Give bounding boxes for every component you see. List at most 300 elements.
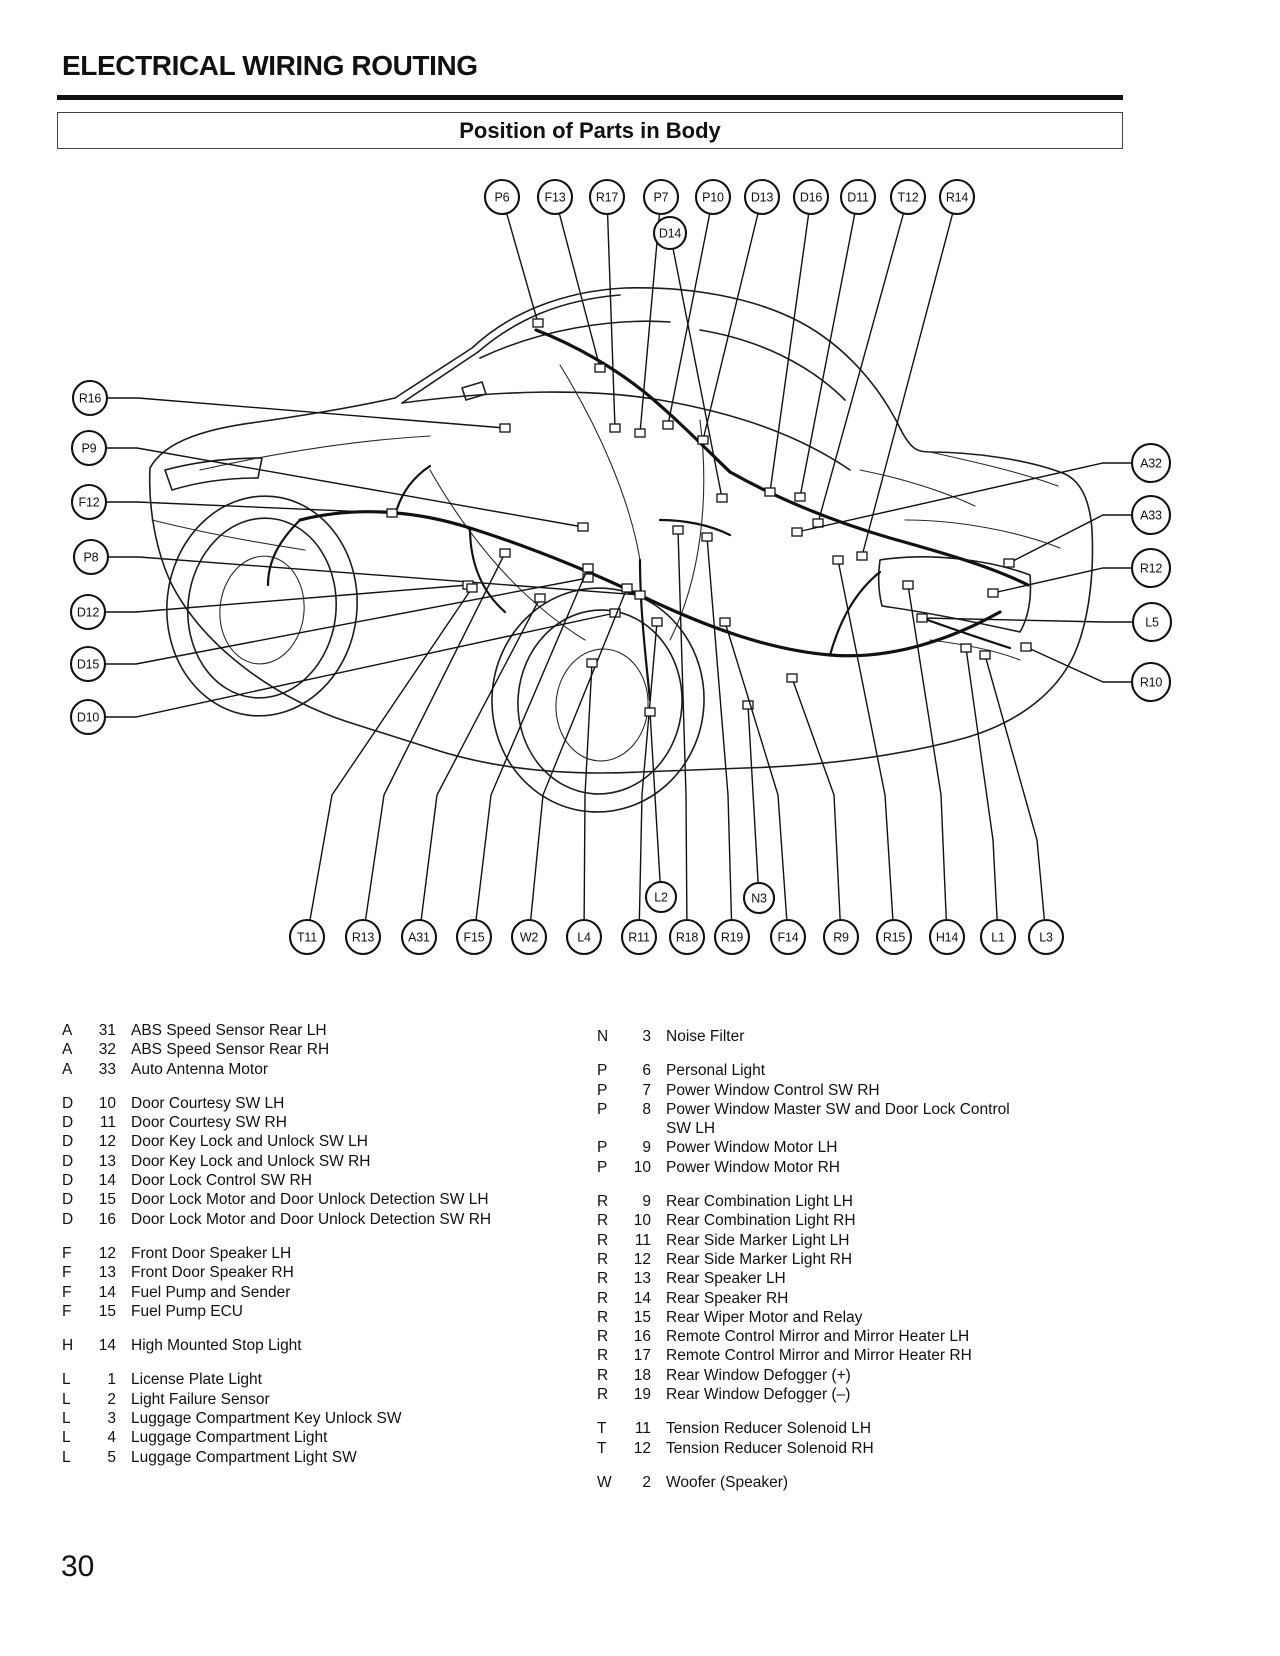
leader-line <box>993 568 1132 593</box>
part-row-F15 <box>62 1302 562 1321</box>
part-letter: R <box>597 1347 609 1365</box>
part-number: 16 <box>98 1210 116 1228</box>
connector-marker <box>702 533 712 541</box>
part-letter: F <box>62 1244 72 1262</box>
part-row-W2 <box>597 1473 1157 1492</box>
part-description: Door Courtesy SW LH <box>131 1094 285 1112</box>
connector-marker <box>467 584 477 592</box>
part-letter: P <box>597 1158 608 1176</box>
part-letter: P <box>597 1139 608 1157</box>
part-description: Front Door Speaker LH <box>131 1244 292 1262</box>
connector-marker <box>652 618 662 626</box>
part-letter: D <box>62 1114 74 1132</box>
part-description: Luggage Compartment Light <box>131 1429 328 1447</box>
connector-marker <box>535 594 545 602</box>
callout-label: R18 <box>675 930 699 945</box>
callout-label: D12 <box>76 605 100 620</box>
part-letter: D <box>62 1172 74 1190</box>
leader-line <box>106 448 583 527</box>
callout-label: P6 <box>494 190 510 205</box>
leader-line <box>707 537 732 920</box>
connector-marker <box>500 424 510 432</box>
part-number: 15 <box>633 1308 651 1326</box>
part-letter: R <box>597 1250 609 1268</box>
callout-label: R12 <box>1139 561 1163 576</box>
part-letter: L <box>62 1390 71 1408</box>
callout-label: A33 <box>1140 508 1162 523</box>
part-row-D16 <box>62 1210 562 1229</box>
connector-marker <box>663 421 673 429</box>
part-description: Door Lock Control SW RH <box>131 1172 312 1190</box>
part-number: 9 <box>642 1139 651 1157</box>
part-letter: F <box>62 1283 72 1301</box>
callout-D16 <box>765 180 828 496</box>
part-letter: D <box>62 1210 74 1228</box>
part-row-L1 <box>62 1370 562 1389</box>
callout-D10 <box>71 609 620 734</box>
callout-label: R10 <box>1139 675 1163 690</box>
part-description: Tension Reducer Solenoid RH <box>666 1439 874 1457</box>
part-letter: L <box>62 1429 71 1447</box>
part-description: Fuel Pump ECU <box>131 1302 243 1320</box>
part-row-R17 <box>597 1346 1157 1365</box>
part-description: Rear Side Marker Light RH <box>666 1250 853 1268</box>
callout-R10 <box>1021 643 1170 701</box>
part-letter: T <box>597 1420 607 1438</box>
leader-line <box>421 598 540 920</box>
part-row-D11 <box>62 1113 562 1132</box>
part-number: 15 <box>98 1191 116 1209</box>
part-row-P8 <box>597 1100 1157 1139</box>
connector-marker <box>917 614 927 622</box>
part-letter: A <box>62 1041 73 1059</box>
part-number: 14 <box>633 1289 651 1307</box>
leader-line <box>966 648 997 920</box>
callout-label: P9 <box>81 441 97 456</box>
part-description: Auto Antenna Motor <box>131 1060 269 1078</box>
part-description: Tension Reducer Solenoid LH <box>666 1420 872 1438</box>
part-description: Remote Control Mirror and Mirror Heater LH <box>666 1328 970 1346</box>
connector-marker <box>533 319 543 327</box>
part-number: 17 <box>633 1347 651 1365</box>
leader-line <box>922 618 1133 622</box>
callout-D12 <box>71 581 473 629</box>
connector-marker <box>1004 559 1014 567</box>
part-description: Door Key Lock and Unlock SW LH <box>131 1133 368 1151</box>
part-row-D12 <box>62 1132 562 1151</box>
leader-line <box>748 705 758 883</box>
part-row-R16 <box>597 1327 1157 1346</box>
callout-R16 <box>73 381 510 432</box>
taillight-art <box>879 557 1031 632</box>
callout-label: R9 <box>833 930 849 945</box>
part-letter: R <box>597 1289 609 1307</box>
wiring-harness-art <box>268 330 1028 700</box>
part-description: Power Window Motor RH <box>666 1158 840 1176</box>
callout-A32 <box>792 444 1170 536</box>
connector-marker <box>903 581 913 589</box>
callout-label: D10 <box>76 710 100 725</box>
connector-marker <box>795 493 805 501</box>
part-row-H14 <box>62 1336 562 1355</box>
part-row-D15 <box>62 1190 562 1209</box>
part-row-R15 <box>597 1308 1157 1327</box>
part-letter: R <box>597 1386 609 1404</box>
callout-R14 <box>857 180 974 560</box>
part-description: Rear Window Defogger (–) <box>666 1386 851 1404</box>
connector-marker <box>961 644 971 652</box>
part-letter: R <box>597 1328 609 1346</box>
connector-marker <box>635 429 645 437</box>
part-row-R10 <box>597 1211 1157 1230</box>
part-description: Power Window Control SW RH <box>666 1081 880 1099</box>
callout-label: F13 <box>544 190 566 205</box>
callout-A31 <box>402 594 545 954</box>
callout-label: D16 <box>799 190 823 205</box>
callout-layer <box>71 180 1171 954</box>
leader-line <box>703 214 758 440</box>
part-description: Rear Speaker RH <box>666 1289 789 1307</box>
part-letter: R <box>597 1270 609 1288</box>
part-number: 2 <box>107 1390 116 1408</box>
callout-label: L1 <box>991 930 1005 945</box>
connector-marker <box>988 589 998 597</box>
part-letter: L <box>62 1448 71 1466</box>
leader-line <box>476 568 588 920</box>
part-row-R19 <box>597 1385 1157 1404</box>
part-letter: P <box>597 1100 608 1118</box>
leader-line <box>673 249 722 498</box>
part-row-T11 <box>597 1419 1157 1438</box>
connector-marker <box>717 494 727 502</box>
leader-line <box>1026 647 1132 682</box>
part-number: 3 <box>642 1028 651 1045</box>
part-letter: H <box>62 1337 74 1355</box>
part-number: 5 <box>107 1448 116 1466</box>
part-description: Door Lock Motor and Door Unlock Detection SW LH <box>131 1191 489 1209</box>
part-number: 4 <box>107 1429 116 1447</box>
part-number: 12 <box>633 1250 651 1268</box>
leader-line <box>985 655 1044 920</box>
callout-label: F15 <box>463 930 485 945</box>
callout-R13 <box>346 549 510 954</box>
callout-label: N3 <box>751 891 767 906</box>
part-number: 14 <box>98 1172 116 1190</box>
part-letter: R <box>597 1231 609 1249</box>
callout-D13 <box>698 180 779 444</box>
part-number: 10 <box>633 1158 651 1176</box>
part-row-R13 <box>597 1269 1157 1288</box>
parts-section-N <box>597 1027 1157 1046</box>
part-description: Noise Filter <box>666 1028 745 1045</box>
part-number: 9 <box>642 1193 651 1211</box>
connector-marker <box>698 436 708 444</box>
connector-marker <box>595 364 605 372</box>
part-letter: A <box>62 1022 73 1039</box>
part-letter: D <box>62 1191 74 1209</box>
part-row-N3 <box>597 1027 1157 1046</box>
part-number: 15 <box>98 1302 116 1320</box>
part-number: 11 <box>634 1420 651 1438</box>
part-number: 6 <box>642 1062 651 1080</box>
callout-label: R11 <box>628 930 650 945</box>
part-row-F13 <box>62 1263 562 1282</box>
callout-label: A32 <box>1140 456 1162 471</box>
part-letter: A <box>62 1060 73 1078</box>
part-row-D10 <box>62 1094 562 1113</box>
wiring-diagram <box>0 158 1280 1003</box>
callout-L4 <box>567 659 601 954</box>
section-title: Position of Parts in Body <box>459 117 721 143</box>
part-number: 2 <box>642 1473 651 1491</box>
callout-label: D11 <box>847 190 869 205</box>
parts-section-D <box>62 1094 562 1229</box>
part-row-P9 <box>597 1138 1157 1157</box>
part-row-R9 <box>597 1192 1157 1211</box>
connector-marker <box>857 552 867 560</box>
callout-L2 <box>645 708 676 912</box>
part-letter: R <box>597 1308 609 1326</box>
part-letter: P <box>597 1081 608 1099</box>
part-row-A33 <box>62 1060 562 1079</box>
connector-marker <box>980 651 990 659</box>
callout-label: W2 <box>519 930 539 945</box>
part-description: Rear Combination Light RH <box>666 1212 856 1230</box>
callout-label: T11 <box>296 930 318 945</box>
callout-label: L5 <box>1145 615 1159 630</box>
part-row-A32 <box>62 1040 562 1059</box>
connector-marker <box>583 564 593 572</box>
part-row-F14 <box>62 1283 562 1302</box>
part-number: 13 <box>98 1264 116 1282</box>
callout-label: R15 <box>882 930 906 945</box>
part-letter: D <box>62 1133 74 1151</box>
part-description: Door Lock Motor and Door Unlock Detection SW RH <box>131 1210 492 1228</box>
part-letter: D <box>62 1152 74 1170</box>
connector-marker <box>635 591 645 599</box>
callout-label: R17 <box>595 190 619 205</box>
part-description: Power Window Motor LH <box>666 1139 838 1157</box>
parts-section-P <box>597 1061 1157 1177</box>
part-row-T12 <box>597 1439 1157 1458</box>
part-number: 12 <box>633 1439 651 1457</box>
part-number: 11 <box>99 1114 116 1132</box>
part-row-L3 <box>62 1409 562 1428</box>
part-description: License Plate Light <box>131 1371 262 1389</box>
part-description: High Mounted Stop Light <box>131 1337 302 1355</box>
connector-marker <box>610 424 620 432</box>
part-letter: F <box>62 1302 72 1320</box>
callout-label: P8 <box>83 550 99 565</box>
part-letter: T <box>597 1439 607 1457</box>
part-description: ABS Speed Sensor Rear RH <box>131 1041 330 1059</box>
connector-marker <box>500 549 510 557</box>
connector-marker <box>622 584 632 592</box>
leader-line <box>105 578 588 664</box>
part-row-P7 <box>597 1081 1157 1100</box>
connector-marker <box>645 708 655 716</box>
part-description: Remote Control Mirror and Mirror Heater RH <box>666 1347 972 1365</box>
part-description: Fuel Pump and Sender <box>131 1283 291 1301</box>
part-number: 16 <box>633 1328 651 1346</box>
leader-line <box>105 585 468 612</box>
part-row-R14 <box>597 1289 1157 1308</box>
part-row-P6 <box>597 1061 1157 1080</box>
part-letter: R <box>597 1212 609 1230</box>
callout-label: R14 <box>945 190 969 205</box>
part-letter: R <box>597 1193 609 1211</box>
leader-line <box>792 678 840 920</box>
callout-label: D14 <box>658 226 682 241</box>
car-body-art <box>150 288 1093 819</box>
connector-marker <box>387 509 397 517</box>
part-number: 14 <box>98 1337 116 1355</box>
part-number: 7 <box>642 1081 651 1099</box>
page-title: ELECTRICAL WIRING ROUTING <box>62 50 478 81</box>
callout-L1 <box>961 644 1015 954</box>
leader-line <box>608 214 615 428</box>
page-number: 30 <box>61 1550 95 1583</box>
connector-marker <box>787 674 797 682</box>
callout-P6 <box>485 180 543 327</box>
section-title-box <box>57 112 1123 149</box>
callout-T11 <box>290 584 477 954</box>
part-description: Luggage Compartment Key Unlock SW <box>131 1410 402 1428</box>
title-rule <box>57 95 1123 100</box>
part-number: 3 <box>107 1410 116 1428</box>
parts-section-R <box>597 1192 1157 1404</box>
part-description: Rear Wiper Motor and Relay <box>666 1308 863 1326</box>
part-letter: D <box>62 1094 74 1112</box>
callout-label: D15 <box>76 657 100 672</box>
part-row-L2 <box>62 1390 562 1409</box>
callout-P8 <box>74 540 645 599</box>
part-description: ABS Speed Sensor Rear LH <box>131 1022 327 1039</box>
part-description: Rear Window Defogger (+) <box>666 1366 851 1384</box>
part-number: 33 <box>98 1060 116 1078</box>
part-number: 19 <box>633 1386 651 1404</box>
part-row-A31 <box>62 1021 562 1040</box>
leader-line <box>908 585 946 920</box>
connector-marker <box>673 526 683 534</box>
callout-label: R13 <box>351 930 375 945</box>
callout-label: L2 <box>654 890 668 905</box>
parts-list-left <box>62 1021 562 1482</box>
callout-label: L4 <box>577 930 591 945</box>
leader-line <box>862 213 953 556</box>
connector-marker <box>587 659 597 667</box>
diagram-svg <box>0 158 1280 1003</box>
callout-R19 <box>702 533 749 954</box>
part-number: 11 <box>634 1231 651 1249</box>
callout-label: T12 <box>897 190 919 205</box>
leader-line <box>365 553 505 920</box>
part-letter: P <box>597 1062 608 1080</box>
part-row-D13 <box>62 1152 562 1171</box>
part-description: Light Failure Sensor <box>131 1390 270 1408</box>
connector-marker <box>765 488 775 496</box>
callout-L3 <box>980 651 1063 954</box>
part-row-L5 <box>62 1448 562 1467</box>
callout-label: P7 <box>653 190 669 205</box>
part-description: Front Door Speaker RH <box>131 1264 294 1282</box>
part-description: Woofer (Speaker) <box>666 1473 789 1491</box>
part-description: Rear Speaker LH <box>666 1270 786 1288</box>
part-letter: N <box>597 1028 609 1045</box>
part-row-R12 <box>597 1250 1157 1269</box>
part-number: 14 <box>98 1283 116 1301</box>
parts-section-L <box>62 1370 562 1466</box>
leader-line <box>797 463 1132 532</box>
parts-section-F <box>62 1244 562 1321</box>
part-letter: L <box>62 1410 71 1428</box>
part-row-L4 <box>62 1428 562 1447</box>
leader-line <box>105 613 615 717</box>
callout-H14 <box>903 581 964 954</box>
part-row-D14 <box>62 1171 562 1190</box>
part-number: 31 <box>98 1022 116 1039</box>
leader-line <box>584 663 592 920</box>
part-description: Luggage Compartment Light SW <box>131 1448 357 1466</box>
part-number: 13 <box>98 1152 116 1170</box>
part-letter: R <box>597 1366 609 1384</box>
part-row-F12 <box>62 1244 562 1263</box>
callout-label: P10 <box>702 190 724 205</box>
callout-label: R19 <box>720 930 744 945</box>
part-row-R11 <box>597 1231 1157 1250</box>
part-number: 8 <box>642 1100 651 1118</box>
part-row-R18 <box>597 1366 1157 1385</box>
part-letter: W <box>597 1473 612 1491</box>
parts-section-H <box>62 1336 562 1355</box>
callout-label: D13 <box>750 190 774 205</box>
parts-section-A <box>62 1021 562 1079</box>
part-description: Rear Side Marker Light LH <box>666 1231 850 1249</box>
part-description: Door Courtesy SW RH <box>131 1114 287 1132</box>
part-letter: L <box>62 1371 71 1389</box>
connector-marker <box>720 618 730 626</box>
connector-marker <box>1021 643 1031 651</box>
parts-section-T <box>597 1419 1157 1458</box>
parts-list-right <box>597 1027 1157 1507</box>
leader-line <box>108 557 640 595</box>
parts-section-W <box>597 1473 1157 1492</box>
part-description: Power Window Master SW and Door Lock Control SW LH <box>666 1100 1010 1138</box>
callout-label: A31 <box>408 930 430 945</box>
part-letter: F <box>62 1264 72 1282</box>
part-number: 13 <box>633 1270 651 1288</box>
leader-line <box>725 622 787 920</box>
callout-R9 <box>787 674 858 954</box>
part-number: 12 <box>98 1133 116 1151</box>
connector-marker <box>792 528 802 536</box>
callout-label: L3 <box>1039 930 1053 945</box>
callout-label: H14 <box>935 930 959 945</box>
connector-marker <box>833 556 843 564</box>
part-description: Personal Light <box>666 1062 766 1080</box>
callout-D15 <box>71 574 593 681</box>
callout-label: F14 <box>777 930 799 945</box>
headlight-art <box>165 458 262 490</box>
callout-T12 <box>813 180 925 527</box>
callout-R12 <box>988 549 1170 597</box>
part-number: 10 <box>633 1212 651 1230</box>
part-number: 10 <box>98 1094 116 1112</box>
leader-line <box>107 398 505 428</box>
leader-line <box>507 213 538 323</box>
part-number: 12 <box>98 1244 116 1262</box>
part-number: 18 <box>633 1366 651 1384</box>
